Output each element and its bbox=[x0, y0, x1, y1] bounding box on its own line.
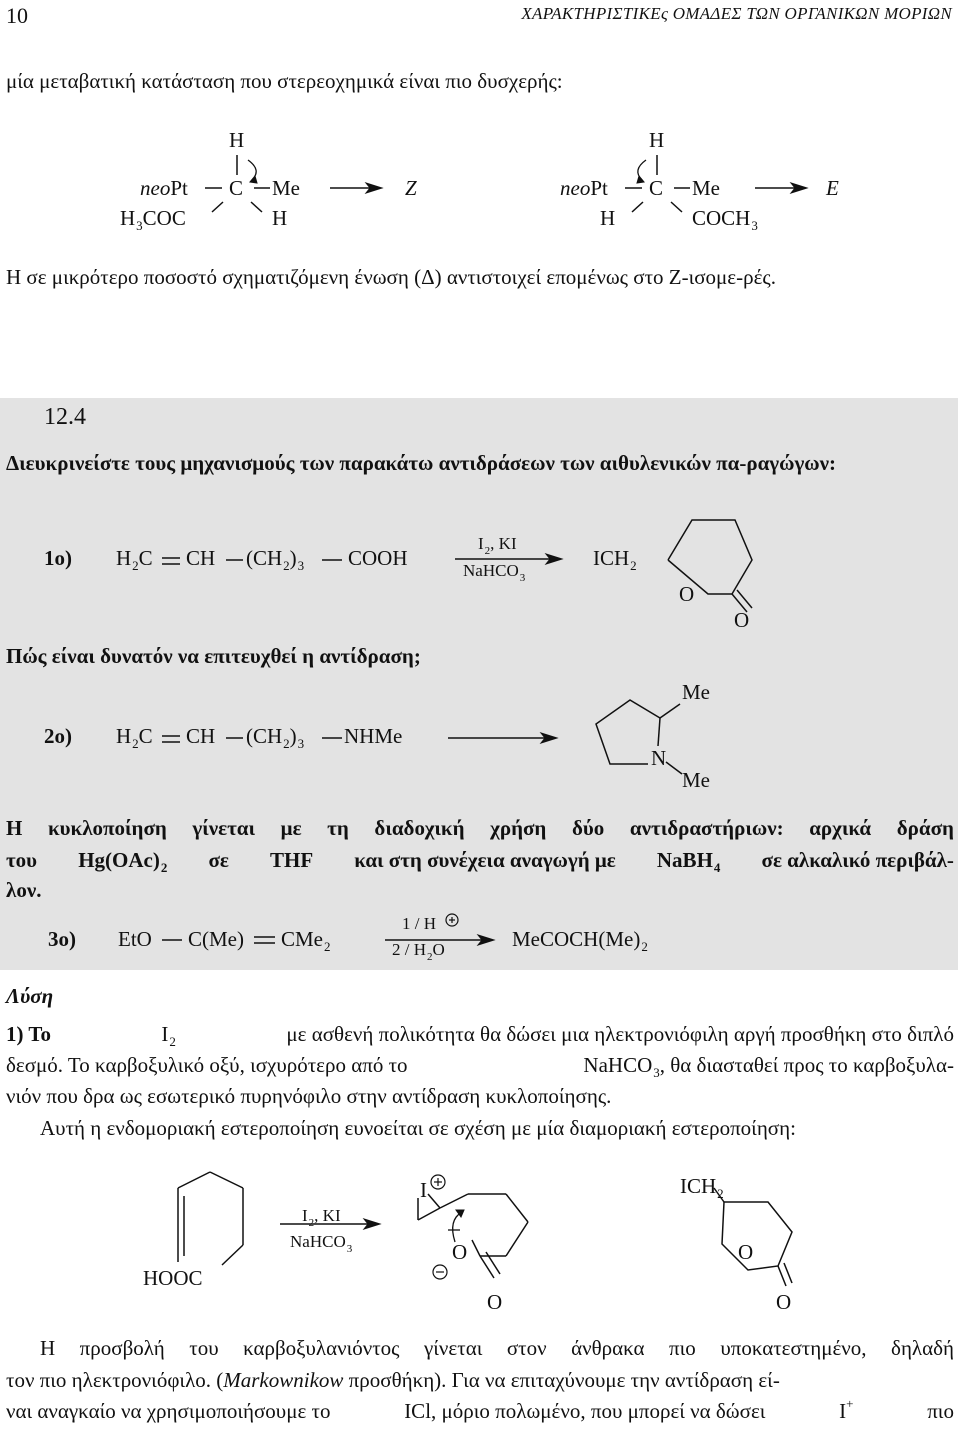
r3-eto: EtO bbox=[118, 927, 152, 951]
page-number: 10 bbox=[6, 3, 28, 28]
r1-ch2-3: $(CH_2)_3$ bbox=[246, 546, 305, 573]
left-me: Me bbox=[272, 176, 300, 200]
r3-step1: 1 / H bbox=[402, 914, 436, 933]
scheme2-structures bbox=[0, 1160, 960, 1330]
right-top-h: H bbox=[649, 128, 665, 152]
r1-h2c: $H_2C$ bbox=[116, 546, 153, 573]
r2-nitrogen: N bbox=[651, 746, 667, 770]
bond-line bbox=[671, 202, 682, 212]
intro-line: μία μεταβατική κατάσταση που στερεοχημικά είναι πιο δυσχερής: bbox=[6, 69, 563, 93]
closing-line-1: Η προσβολή του καρβοξυλανιόντος γίνεται στον άνθρακα πιο υποκατεστημένο, δηλαδή bbox=[40, 1336, 954, 1360]
carboxylate-o: O bbox=[452, 1240, 468, 1264]
r2-ch: CH bbox=[186, 724, 216, 748]
scheme2-reagent-bottom: NaHCO$_3$ bbox=[290, 1232, 353, 1255]
r1-cooh: COOH bbox=[348, 546, 408, 570]
r3-cme2: CMe$_2$ bbox=[281, 927, 331, 954]
r2-ch2-3: $(CH_2)_3$ bbox=[246, 724, 305, 751]
r1-bonds bbox=[0, 500, 960, 650]
closing-line-3: ναι αναγκαίο να χρησιμοποιήσουμε το ICl, μόριο πολωμένο, που μπορεί να δώσει I+ πιο bbox=[6, 1396, 954, 1423]
r1-carbonyl-oxygen: O bbox=[734, 608, 750, 632]
left-center-c: C bbox=[229, 176, 244, 200]
solution-title: Λύση bbox=[6, 984, 54, 1008]
r3-step2: $2 / H_2O$ bbox=[392, 940, 445, 963]
closing-line-2: τον πιο ηλεκτρονιόφιλο. (Markownikow προσθήκη). Για να επιταχύνουμε την αντίδραση εί- bbox=[6, 1368, 780, 1392]
r2-h2c: $H_2C$ bbox=[116, 724, 153, 751]
solution-line-1: 1) Το $I_2$ με ασθενή πολικότητα θα δώσει μια ηλεκτρονιόφιλη αργή προσθήκη στο διπλό bbox=[6, 1022, 954, 1049]
left-h3coc: $H_3COC$ bbox=[120, 206, 186, 233]
problem-number: 12.4 bbox=[44, 404, 86, 430]
right-coch3: $COCH_3$ bbox=[692, 206, 758, 233]
hint-line-2: του $Hg(OAc)_2$ σε THF και στη συνέχεια αναγωγή με NaBH$_4$ σε αλκαλικό περιβάλ- bbox=[6, 848, 954, 875]
rotation-arrowhead bbox=[637, 176, 644, 183]
right-neopt: neoPt bbox=[560, 176, 608, 200]
r3-product: $MeCOCH(Me)_2$ bbox=[512, 927, 648, 954]
running-title: ΧΑΡΑΚΤΗΡΙΣΤΙΚΕς ΟΜΑΔΕΣ ΤΩΝ ΟΡΓΑΝΙΚΩΝ ΜΟΡΙΩΝ bbox=[521, 4, 952, 23]
r3-cme: C(Me) bbox=[188, 927, 244, 951]
hint-line-3: λον. bbox=[6, 878, 42, 902]
product-ring-o: O bbox=[738, 1240, 754, 1264]
intermediate-carbonyl-o: O bbox=[487, 1290, 503, 1314]
solution-paragraph-2: Αυτή η ενδομοριακή εστεροποίηση ευνοείται σε σχέση με μία διαμοριακή εστεροποίηση: bbox=[40, 1116, 796, 1140]
question-line: Πώς είναι δυνατόν να επιτευχθεί η αντίδραση; bbox=[6, 644, 421, 668]
product-ich2: $ICH_2$ bbox=[680, 1174, 724, 1201]
product-lactone-ring bbox=[722, 1202, 792, 1270]
r1-ch: CH bbox=[186, 546, 216, 570]
r1-product-ich2: $ICH_2$ bbox=[593, 546, 637, 573]
r1-reagent-top: $I_2$, KI bbox=[478, 534, 517, 557]
rotation-arrowhead bbox=[250, 176, 257, 183]
bond-line bbox=[632, 202, 643, 212]
r1-reagent-bottom: NaHCO$_3$ bbox=[463, 561, 526, 584]
problem-statement: Διευκρινείστε τους μηχανισμούς των παρακάτω αντιδράσεων των αιθυλενικών πα-ραγώγων: bbox=[6, 451, 837, 475]
r2-nhme: NHMe bbox=[344, 724, 403, 748]
pyrrolidine-ring bbox=[596, 700, 660, 764]
hooc-label: HOOC bbox=[143, 1266, 203, 1290]
lactone-ring bbox=[668, 520, 752, 594]
r2-me-top: Me bbox=[682, 680, 710, 704]
hint-line-1: Η κυκλοποίηση γίνεται με τη διαδοχική χρήση δύο αντιδραστήριων: αρχικά δράση bbox=[6, 816, 954, 840]
r3-label: 3ο) bbox=[48, 927, 76, 951]
r2-bonds bbox=[0, 680, 960, 790]
left-top-h: H bbox=[229, 128, 245, 152]
left-bottom-h: H bbox=[272, 206, 288, 230]
right-center-c: C bbox=[649, 176, 664, 200]
conclusion-paragraph: Η σε μικρότερο ποσοστό σχηματιζόμενη ένωση (Δ) αντιστοιχεί επομένως στο Z-ισομε-ρές. bbox=[6, 265, 776, 289]
r2-label: 2ο) bbox=[44, 724, 72, 748]
product-e: E bbox=[826, 176, 839, 200]
iodonium-i: I bbox=[420, 1178, 427, 1202]
solution-line-3: νιόν που δρα ως εσωτερικό πυρηνόφιλο στην αντίδραση κυκλοποίησης. bbox=[6, 1084, 612, 1108]
r3-bonds bbox=[0, 906, 960, 966]
right-bottom-h: H bbox=[600, 206, 616, 230]
right-me: Me bbox=[692, 176, 720, 200]
product-carbonyl-o: O bbox=[776, 1290, 792, 1314]
r2-me-bottom: Me bbox=[682, 768, 710, 792]
r1-label: 1ο) bbox=[44, 546, 72, 570]
bond-line bbox=[212, 202, 223, 212]
scheme2-reagent-top: $I_2$, KI bbox=[302, 1206, 341, 1229]
r1-ring-oxygen: O bbox=[679, 582, 695, 606]
bond-line bbox=[251, 202, 262, 212]
product-z: Z bbox=[405, 176, 417, 200]
left-neopt: neoPt bbox=[140, 176, 188, 200]
solution-line-2: δεσμό. Το καρβοξυλικό οξύ, ισχυρότερο από το NaHCO$_3$, θα διασταθεί προς το καρβοξυλα- bbox=[6, 1053, 954, 1080]
